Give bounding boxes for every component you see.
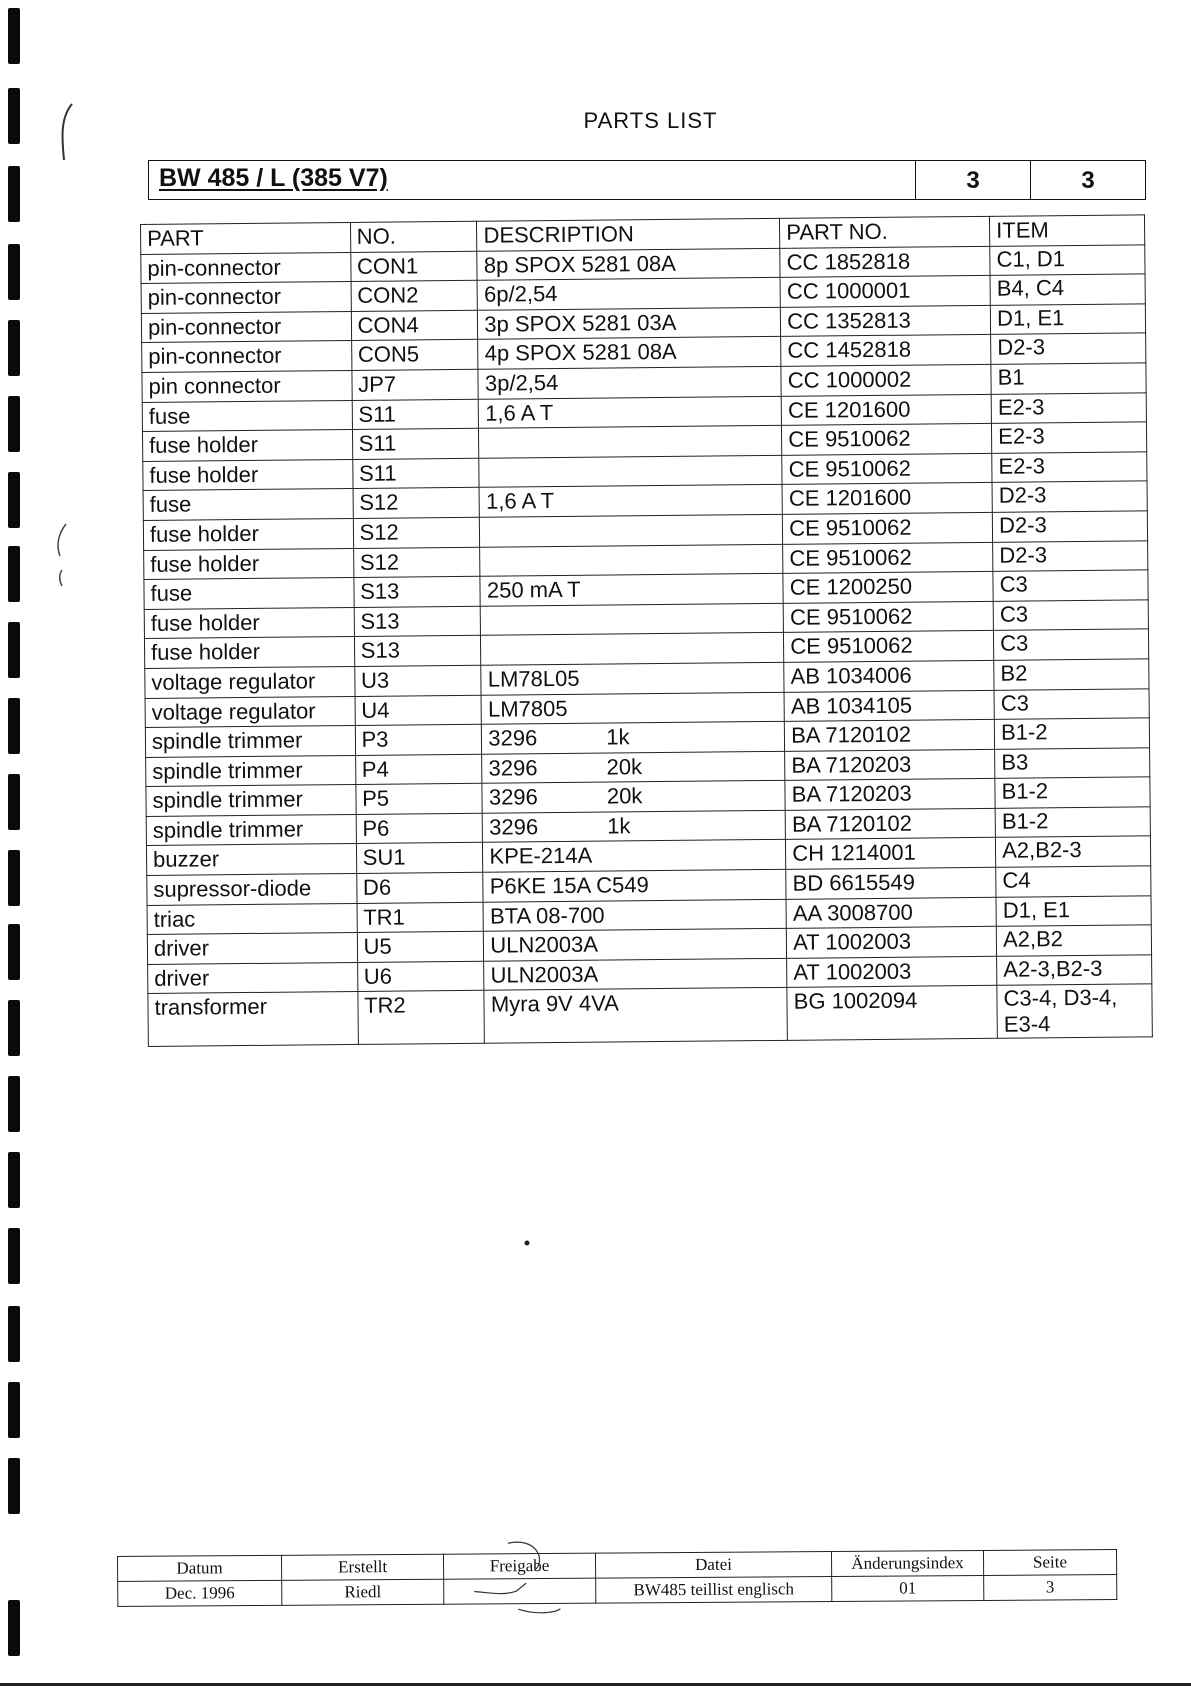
cell-part-number: BA 7120203 (785, 749, 995, 781)
cell-part-number: CE 9510062 (783, 601, 993, 633)
binding-hole (8, 1458, 20, 1514)
cell-part-number: BA 7120203 (785, 779, 995, 811)
cell-item: C1, D1 (990, 244, 1145, 275)
cell-item: C3 (993, 600, 1148, 631)
cell-no: S12 (353, 517, 480, 548)
cell-item: D1, E1 (996, 895, 1151, 926)
cell-description (482, 781, 785, 813)
value-datum: Dec. 1996 (118, 1580, 282, 1606)
cell-description (481, 692, 784, 724)
cell-item: D2-3 (992, 511, 1147, 542)
cell-description (480, 544, 783, 576)
cell-no: P4 (355, 754, 482, 785)
label-erstellt: Erstellt (282, 1554, 444, 1580)
binding-hole (8, 850, 20, 906)
parts-table-body (141, 244, 1153, 1046)
cell-part-number: CE 1200250 (783, 571, 993, 603)
cell-description (479, 426, 782, 458)
cell-item: B1 (991, 363, 1146, 394)
cell-item: B1-2 (995, 777, 1150, 808)
description-value: 1k (607, 813, 631, 839)
column-header-part-no: PART NO. (780, 216, 990, 248)
model-name: BW 485 / L (385 V7) (159, 164, 388, 192)
description-text: P6KE 15A C549 (489, 872, 649, 899)
value-aenderungsindex: 01 (832, 1575, 984, 1601)
cell-description (483, 840, 786, 872)
description-text: Myra 9V 4VA (490, 990, 619, 1018)
binding-hole (8, 774, 20, 830)
cell-part-number: CC 1452818 (781, 335, 991, 367)
binding-hole (8, 1000, 20, 1056)
cell-description (477, 278, 780, 310)
cell-description (478, 337, 781, 369)
description-text (488, 656, 606, 657)
binding-hole (8, 546, 20, 602)
binding-hole (8, 8, 20, 64)
stray-mark (522, 1238, 532, 1248)
cell-part-number: CE 9510062 (782, 423, 992, 455)
binding-hole (8, 472, 20, 528)
cell-part-number: CC 1352813 (781, 305, 991, 337)
cell-part: spindle trimmer (146, 814, 356, 846)
cell-no: S11 (352, 458, 479, 489)
cell-no: P6 (356, 813, 483, 844)
description-text: ULN2003A (490, 961, 599, 988)
cell-description (482, 751, 785, 783)
cell-item: D1, E1 (990, 304, 1145, 335)
cell-no: U4 (355, 695, 482, 726)
label-datum: Datum (118, 1555, 282, 1581)
cell-description (483, 810, 786, 842)
cell-part: fuse holder (142, 430, 352, 462)
label-seite: Seite (983, 1550, 1116, 1576)
cell-description (477, 248, 780, 280)
table-row (148, 984, 1152, 1047)
cell-part: fuse holder (144, 637, 354, 669)
description-text: 8p SPOX 5281 08A (483, 250, 676, 278)
cell-no: CON1 (350, 251, 477, 282)
cell-part: buzzer (146, 844, 356, 876)
cell-item: A2-3,B2-3 (997, 955, 1152, 986)
description-text: 3296 (489, 814, 539, 840)
cell-part-number: CE 9510062 (784, 631, 994, 663)
cell-part-number: CC 1000002 (781, 364, 991, 396)
cell-part: fuse holder (144, 607, 354, 639)
cell-part-number: CE 1201600 (782, 483, 992, 515)
description-text: 1,6 A T (485, 399, 554, 426)
cell-item: B1-2 (994, 718, 1149, 749)
cell-part: pin-connector (141, 252, 351, 284)
cell-part-number: CH 1214001 (786, 838, 996, 870)
cell-no: S11 (352, 428, 479, 459)
cell-part: fuse (142, 400, 352, 432)
cell-item: D2-3 (992, 481, 1147, 512)
cell-description (484, 988, 787, 1044)
cell-part: pin connector (142, 370, 352, 402)
sheet-total: 3 (1030, 161, 1145, 199)
cell-item: E2-3 (992, 452, 1147, 483)
cell-part: fuse holder (143, 518, 353, 550)
cell-part: triac (147, 903, 357, 935)
cell-item: E2-3 (992, 422, 1147, 453)
cell-description (482, 721, 785, 753)
cell-part: voltage regulator (145, 696, 355, 728)
binding-hole (8, 1306, 20, 1362)
cell-part: driver (148, 962, 358, 994)
cell-item: B3 (995, 748, 1150, 779)
binding-hole (8, 166, 20, 222)
description-text: KPE-214A (489, 843, 593, 870)
cell-part-number: AB 1034006 (784, 660, 994, 692)
description-text (487, 567, 605, 568)
binding-hole (8, 1382, 20, 1438)
cell-part-number: CE 9510062 (783, 542, 993, 574)
label-freigabe: Freigabe (444, 1553, 596, 1579)
description-text: 250 mA T (486, 576, 581, 603)
cell-part: fuse holder (143, 459, 353, 491)
cell-description (481, 603, 784, 635)
cell-no: CON5 (351, 340, 478, 371)
cell-description (479, 396, 782, 428)
binding-hole (8, 244, 20, 300)
cell-item: A2,B2 (996, 925, 1151, 956)
cell-part: spindle trimmer (146, 785, 356, 817)
description-text: LM7805 (487, 695, 568, 722)
binding-hole (8, 396, 20, 452)
cell-no: S12 (353, 488, 480, 519)
cell-item: D2-3 (993, 540, 1148, 571)
cell-no: SU1 (356, 843, 483, 874)
cell-no: S12 (353, 547, 480, 578)
cell-part: pin-connector (141, 311, 351, 343)
cell-description (483, 869, 786, 901)
cell-item: B2 (994, 659, 1149, 690)
description-text: 4p SPOX 5281 08A (484, 339, 677, 367)
cell-item: C3 (994, 688, 1149, 719)
cell-part-number: CE 1201600 (781, 394, 991, 426)
cell-part: voltage regulator (145, 666, 355, 698)
cell-part: spindle trimmer (146, 755, 356, 787)
binding-hole (8, 320, 20, 376)
cell-item: C3 (994, 629, 1149, 660)
cell-description (481, 633, 784, 665)
cell-no: S13 (354, 576, 481, 607)
cell-no: TR1 (357, 902, 484, 933)
description-text: 3296 (488, 754, 538, 781)
binding-hole (8, 1152, 20, 1208)
cell-item: C3-4, D3-4, E3-4 (997, 984, 1152, 1038)
cell-no: S13 (354, 606, 481, 637)
cell-description (484, 929, 787, 961)
description-text: 3p/2,54 (484, 369, 559, 396)
binding-hole (8, 698, 20, 754)
cell-no: U6 (357, 961, 484, 992)
binding-hole (8, 924, 20, 980)
cell-part-number: AA 3008700 (786, 897, 996, 929)
cell-no: CON4 (351, 310, 478, 341)
title-block (117, 1549, 1117, 1607)
description-text: 3296 (488, 725, 538, 751)
cell-no: S11 (352, 399, 479, 430)
column-header-part: PART (141, 222, 351, 254)
cell-description (479, 485, 782, 517)
cell-part-number: BA 7120102 (785, 808, 995, 840)
cell-part-number: AB 1034105 (784, 690, 994, 722)
cell-part-number: AT 1002003 (787, 927, 997, 959)
cell-part-number: BG 1002094 (787, 986, 997, 1041)
description-value: 20k (606, 783, 643, 809)
cell-no: U3 (354, 665, 481, 696)
cell-no: JP7 (352, 369, 479, 400)
value-seite: 3 (983, 1575, 1116, 1601)
binding-hole (8, 1076, 20, 1132)
cell-part-number: CE 9510062 (782, 453, 992, 485)
bottom-rule (0, 1683, 1191, 1686)
parts-table (140, 214, 1153, 1047)
cell-part: fuse holder (144, 548, 354, 580)
signature (444, 1578, 596, 1604)
cell-part: spindle trimmer (145, 726, 355, 758)
cell-item: D2-3 (991, 333, 1146, 364)
column-header-description: DESCRIPTION (477, 218, 780, 250)
cell-no: U5 (357, 931, 484, 962)
cell-part-number: CC 1000001 (780, 276, 990, 308)
document-header (148, 160, 1146, 200)
description-text: BTA 08-700 (489, 902, 605, 929)
cell-no: P3 (355, 724, 482, 755)
cell-no: TR2 (357, 991, 484, 1045)
cell-item: A2,B2-3 (996, 836, 1151, 867)
description-text: LM78L05 (487, 665, 580, 692)
description-value: 1k (606, 724, 630, 750)
description-text (486, 449, 604, 450)
signature-mark (464, 1533, 574, 1594)
margin-scribble (52, 520, 76, 590)
description-text (486, 537, 604, 538)
cell-description (483, 899, 786, 931)
description-text: 1,6 A T (485, 488, 555, 515)
cell-part-number: AT 1002003 (787, 956, 997, 988)
cell-part: supressor-diode (147, 874, 357, 906)
description-text: 3p SPOX 5281 03A (484, 309, 677, 337)
cell-item: B4, C4 (990, 274, 1145, 305)
cell-no: S13 (354, 636, 481, 667)
cell-no: D6 (356, 872, 483, 903)
binding-hole (8, 1600, 20, 1656)
cell-description (481, 662, 784, 694)
cell-part: pin-connector (141, 282, 351, 314)
cell-part: pin-connector (142, 341, 352, 373)
binding-hole (8, 622, 20, 678)
cell-no: CON2 (351, 280, 478, 311)
cell-item: E2-3 (991, 392, 1146, 423)
cell-part: fuse (144, 578, 354, 610)
cell-item: C4 (996, 866, 1151, 897)
cell-description (478, 366, 781, 398)
cell-description (480, 514, 783, 546)
cell-description (484, 958, 787, 990)
cell-part: fuse (143, 489, 353, 521)
description-text: 6p/2,54 (483, 281, 558, 307)
cell-description (478, 307, 781, 339)
value-erstellt: Riedl (282, 1579, 444, 1605)
cell-part: driver (147, 933, 357, 965)
binding-hole (8, 1228, 20, 1284)
cell-item: C3 (993, 570, 1148, 601)
cell-no: P5 (356, 784, 483, 815)
description-text: ULN2003A (490, 931, 599, 958)
page-title: PARTS LIST (583, 108, 718, 133)
cell-description (480, 573, 783, 605)
description-text: 3296 (488, 784, 538, 810)
cell-item: B1-2 (995, 807, 1150, 838)
cell-description (479, 455, 782, 487)
label-aenderungsindex: Änderungsindex (832, 1550, 984, 1576)
description-text (486, 478, 604, 479)
column-header-item: ITEM (990, 215, 1145, 246)
value-datei: BW485 teillist englisch (595, 1577, 831, 1604)
column-header-no: NO. (350, 221, 477, 252)
cell-part: transformer (148, 992, 358, 1047)
sheet-number: 3 (915, 161, 1030, 199)
description-value: 20k (606, 753, 643, 780)
label-datei: Datei (595, 1552, 831, 1579)
description-text (487, 626, 605, 627)
cell-part-number: CE 9510062 (783, 512, 993, 544)
cell-part-number: CC 1852818 (780, 246, 990, 278)
cell-part-number: BD 6615549 (786, 867, 996, 899)
cell-part-number: BA 7120102 (785, 719, 995, 751)
